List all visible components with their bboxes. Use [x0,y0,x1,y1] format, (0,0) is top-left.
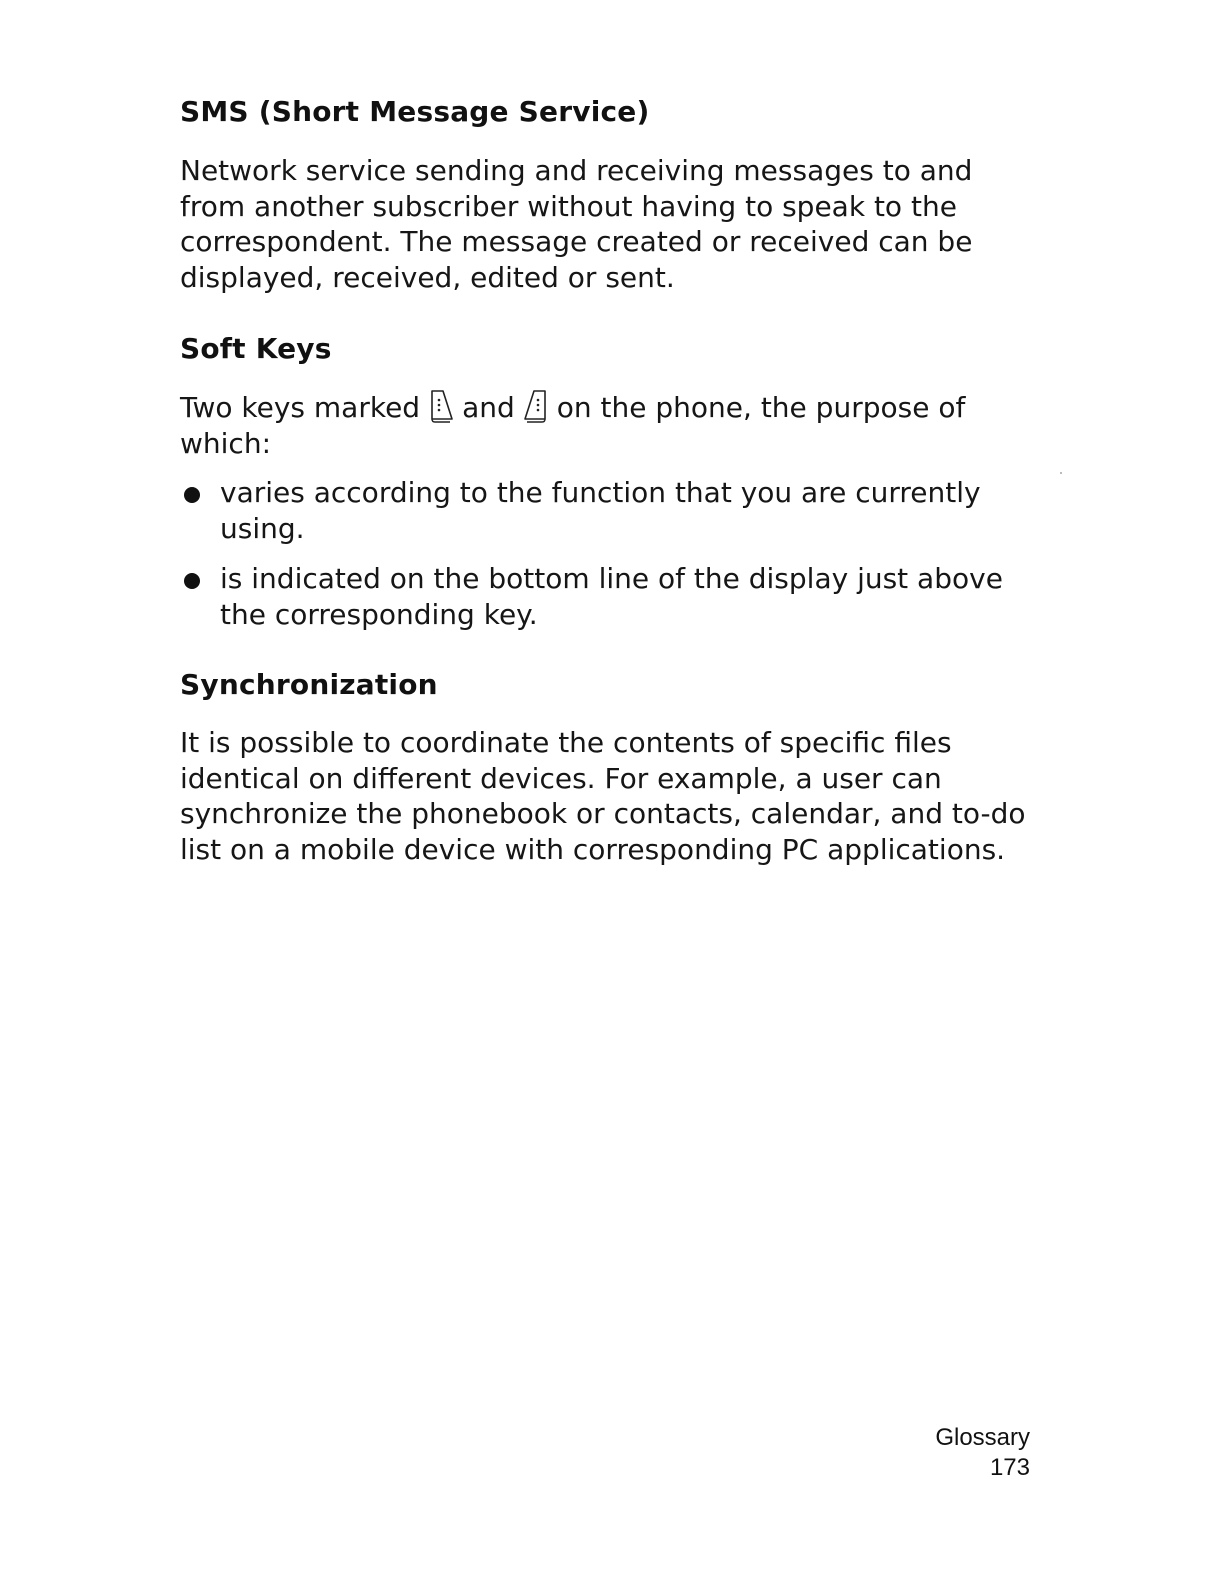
footer-page-number: 173 [989,1454,1030,1481]
soft-keys-intro-before: Two keys marked [180,391,421,424]
bullet-icon [184,487,200,503]
right-soft-key-icon [523,389,549,423]
soft-keys-intro-after: on the phone, the purpose of which: [180,391,966,460]
bullet-icon [184,573,200,589]
paragraph-sms: Network service sending and receiving messages to and from another subscriber without having to speak to the correspondent. The message created or received can be displayed, received, edited or sent. [180,154,973,294]
paragraph-synchronization: It is possible to coordinate the contents of specific files identical on different devices. For example, a user can synchronize the phonebook or contacts, calendar, and to-do list on a mobile device with corresponding PC applications. [180,726,1026,866]
bullet-text: varies according to the function that you are currently using. [220,476,981,545]
heading-soft-keys: Soft Keys [180,332,332,365]
bullet-text: is indicated on the bottom line of the display just above the corresponding key. [220,562,1003,631]
heading-sms: SMS (Short Message Service) [180,95,650,128]
paragraph-soft-keys-intro [180,389,1000,461]
footer-section-name: Glossary [935,1424,1030,1451]
heading-synchronization: Synchronization [180,668,438,701]
soft-keys-intro-middle: and [462,391,515,424]
scan-speck [1060,472,1062,474]
left-soft-key-icon [428,389,454,423]
